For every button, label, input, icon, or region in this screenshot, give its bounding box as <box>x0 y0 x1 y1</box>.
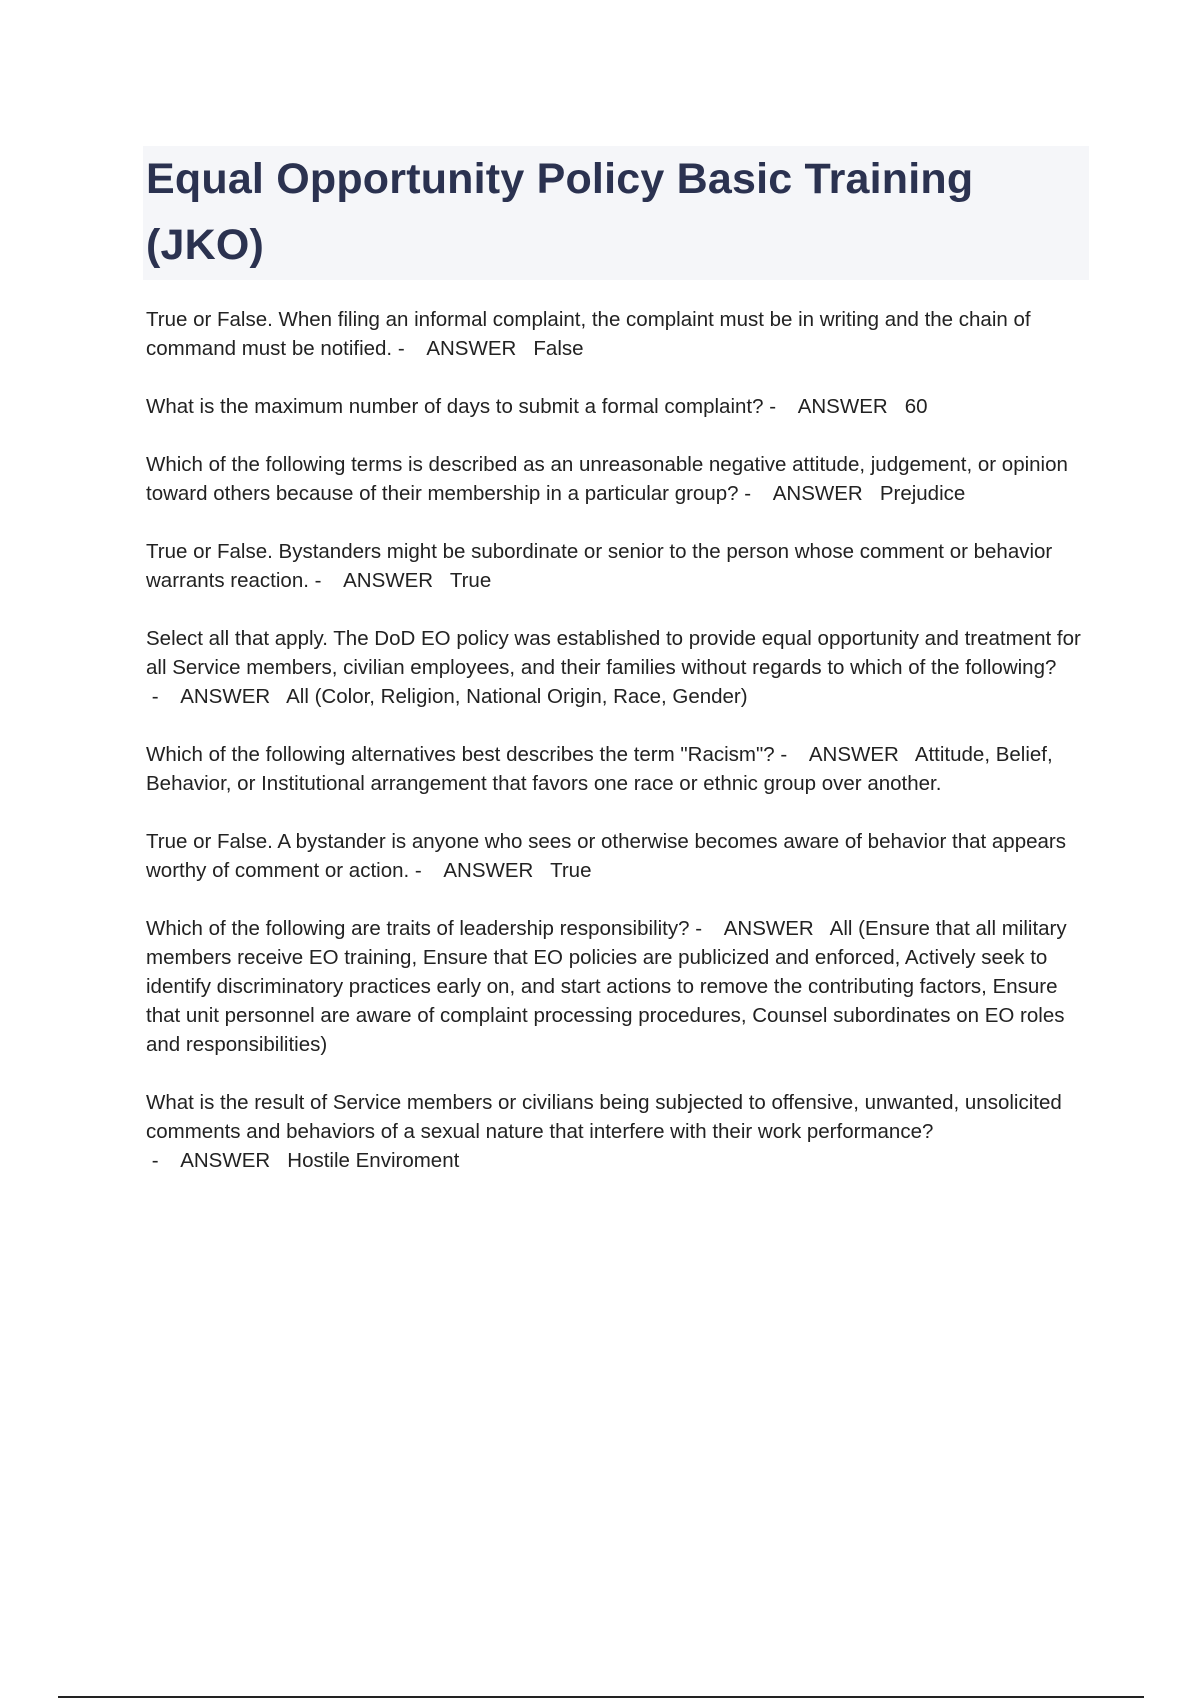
answer-label: ANSWER <box>426 337 534 360</box>
qa-item <box>146 537 1086 595</box>
page-title: Equal Opportunity Policy Basic Training (JKO) <box>146 155 974 269</box>
answer-label: ANSWER <box>797 395 905 418</box>
qa-item <box>146 392 1086 421</box>
question-text: Which of the following are traits of leadership responsibility? <box>146 917 690 940</box>
question-text: True or False. When filing an informal complaint, the complaint must be in writing and the chain of command must be notified. <box>146 308 1031 360</box>
qa-list <box>146 305 1086 1204</box>
question-text: What is the result of Service members or civilians being subjected to offensive, unwanted, unsolicited comments and behaviors of a sexual nature that interfere with their work performance? <box>146 1091 1062 1143</box>
separator: - <box>146 1149 181 1172</box>
answer-text: 60 <box>904 395 928 418</box>
answer-label: ANSWER <box>723 917 830 940</box>
separator: - <box>763 395 798 418</box>
qa-item <box>146 827 1086 885</box>
qa-item <box>146 914 1086 1059</box>
separator: - <box>392 337 427 360</box>
question-text: What is the maximum number of days to submit a formal complaint? <box>146 395 764 418</box>
separator: - <box>774 743 809 766</box>
qa-item <box>146 1088 1086 1175</box>
answer-text: True <box>550 859 592 882</box>
separator: - <box>308 569 344 592</box>
answer-label: ANSWER <box>443 859 551 882</box>
separator: - <box>738 482 773 505</box>
answer-label: ANSWER <box>772 482 880 505</box>
question-text: True or False. Bystanders might be subordinate or senior to the person whose comment or behavior warrants reaction. <box>146 540 1053 592</box>
separator: - <box>409 859 444 882</box>
footer-divider <box>58 1696 1144 1698</box>
answer-text: Prejudice <box>879 482 966 505</box>
separator: - <box>689 917 724 940</box>
qa-item <box>146 305 1086 363</box>
answer-label: ANSWER <box>180 685 287 708</box>
question-text: True or False. A bystander is anyone who sees or otherwise becomes aware of behavior that appears worthy of comment or action. <box>146 830 1066 882</box>
answer-label: ANSWER <box>808 743 915 766</box>
separator: - <box>146 685 181 708</box>
answer-text: Attitude, Belief, Behavior, or Institutional arrangement that favors one race or ethnic group over another. <box>146 743 1053 795</box>
answer-text: All (Ensure that all military members receive EO training, Ensure that EO policies are publicized and enforced, Actively seek to identify discriminatory practices early on, and start actions to remove the contributing factors, Ensure that unit personnel are aware of complaint processing procedures, Counsel subordinates on EO roles and responsibilities) <box>146 917 1067 1056</box>
question-text: Select all that apply. The DoD EO policy was established to provide equal opportunity and treatment for all Service members, civilian employees, and their families without regards to which of the following? <box>146 627 1081 679</box>
answer-text: True <box>449 569 492 592</box>
answer-label: ANSWER <box>180 1149 288 1172</box>
qa-item <box>146 624 1086 711</box>
question-text: Which of the following terms is described as an unreasonable negative attitude, judgement, or opinion toward others because of their membership in a particular group? <box>146 453 1068 505</box>
title-banner <box>143 146 1089 280</box>
qa-item <box>146 740 1086 798</box>
answer-text: False <box>533 337 584 360</box>
question-text: Which of the following alternatives best describes the term "Racism"? <box>146 743 775 766</box>
answer-label: ANSWER <box>343 569 450 592</box>
qa-item <box>146 450 1086 508</box>
answer-text: Hostile Enviroment <box>287 1149 460 1172</box>
answer-text: All (Color, Religion, National Origin, Race, Gender) <box>286 685 748 708</box>
